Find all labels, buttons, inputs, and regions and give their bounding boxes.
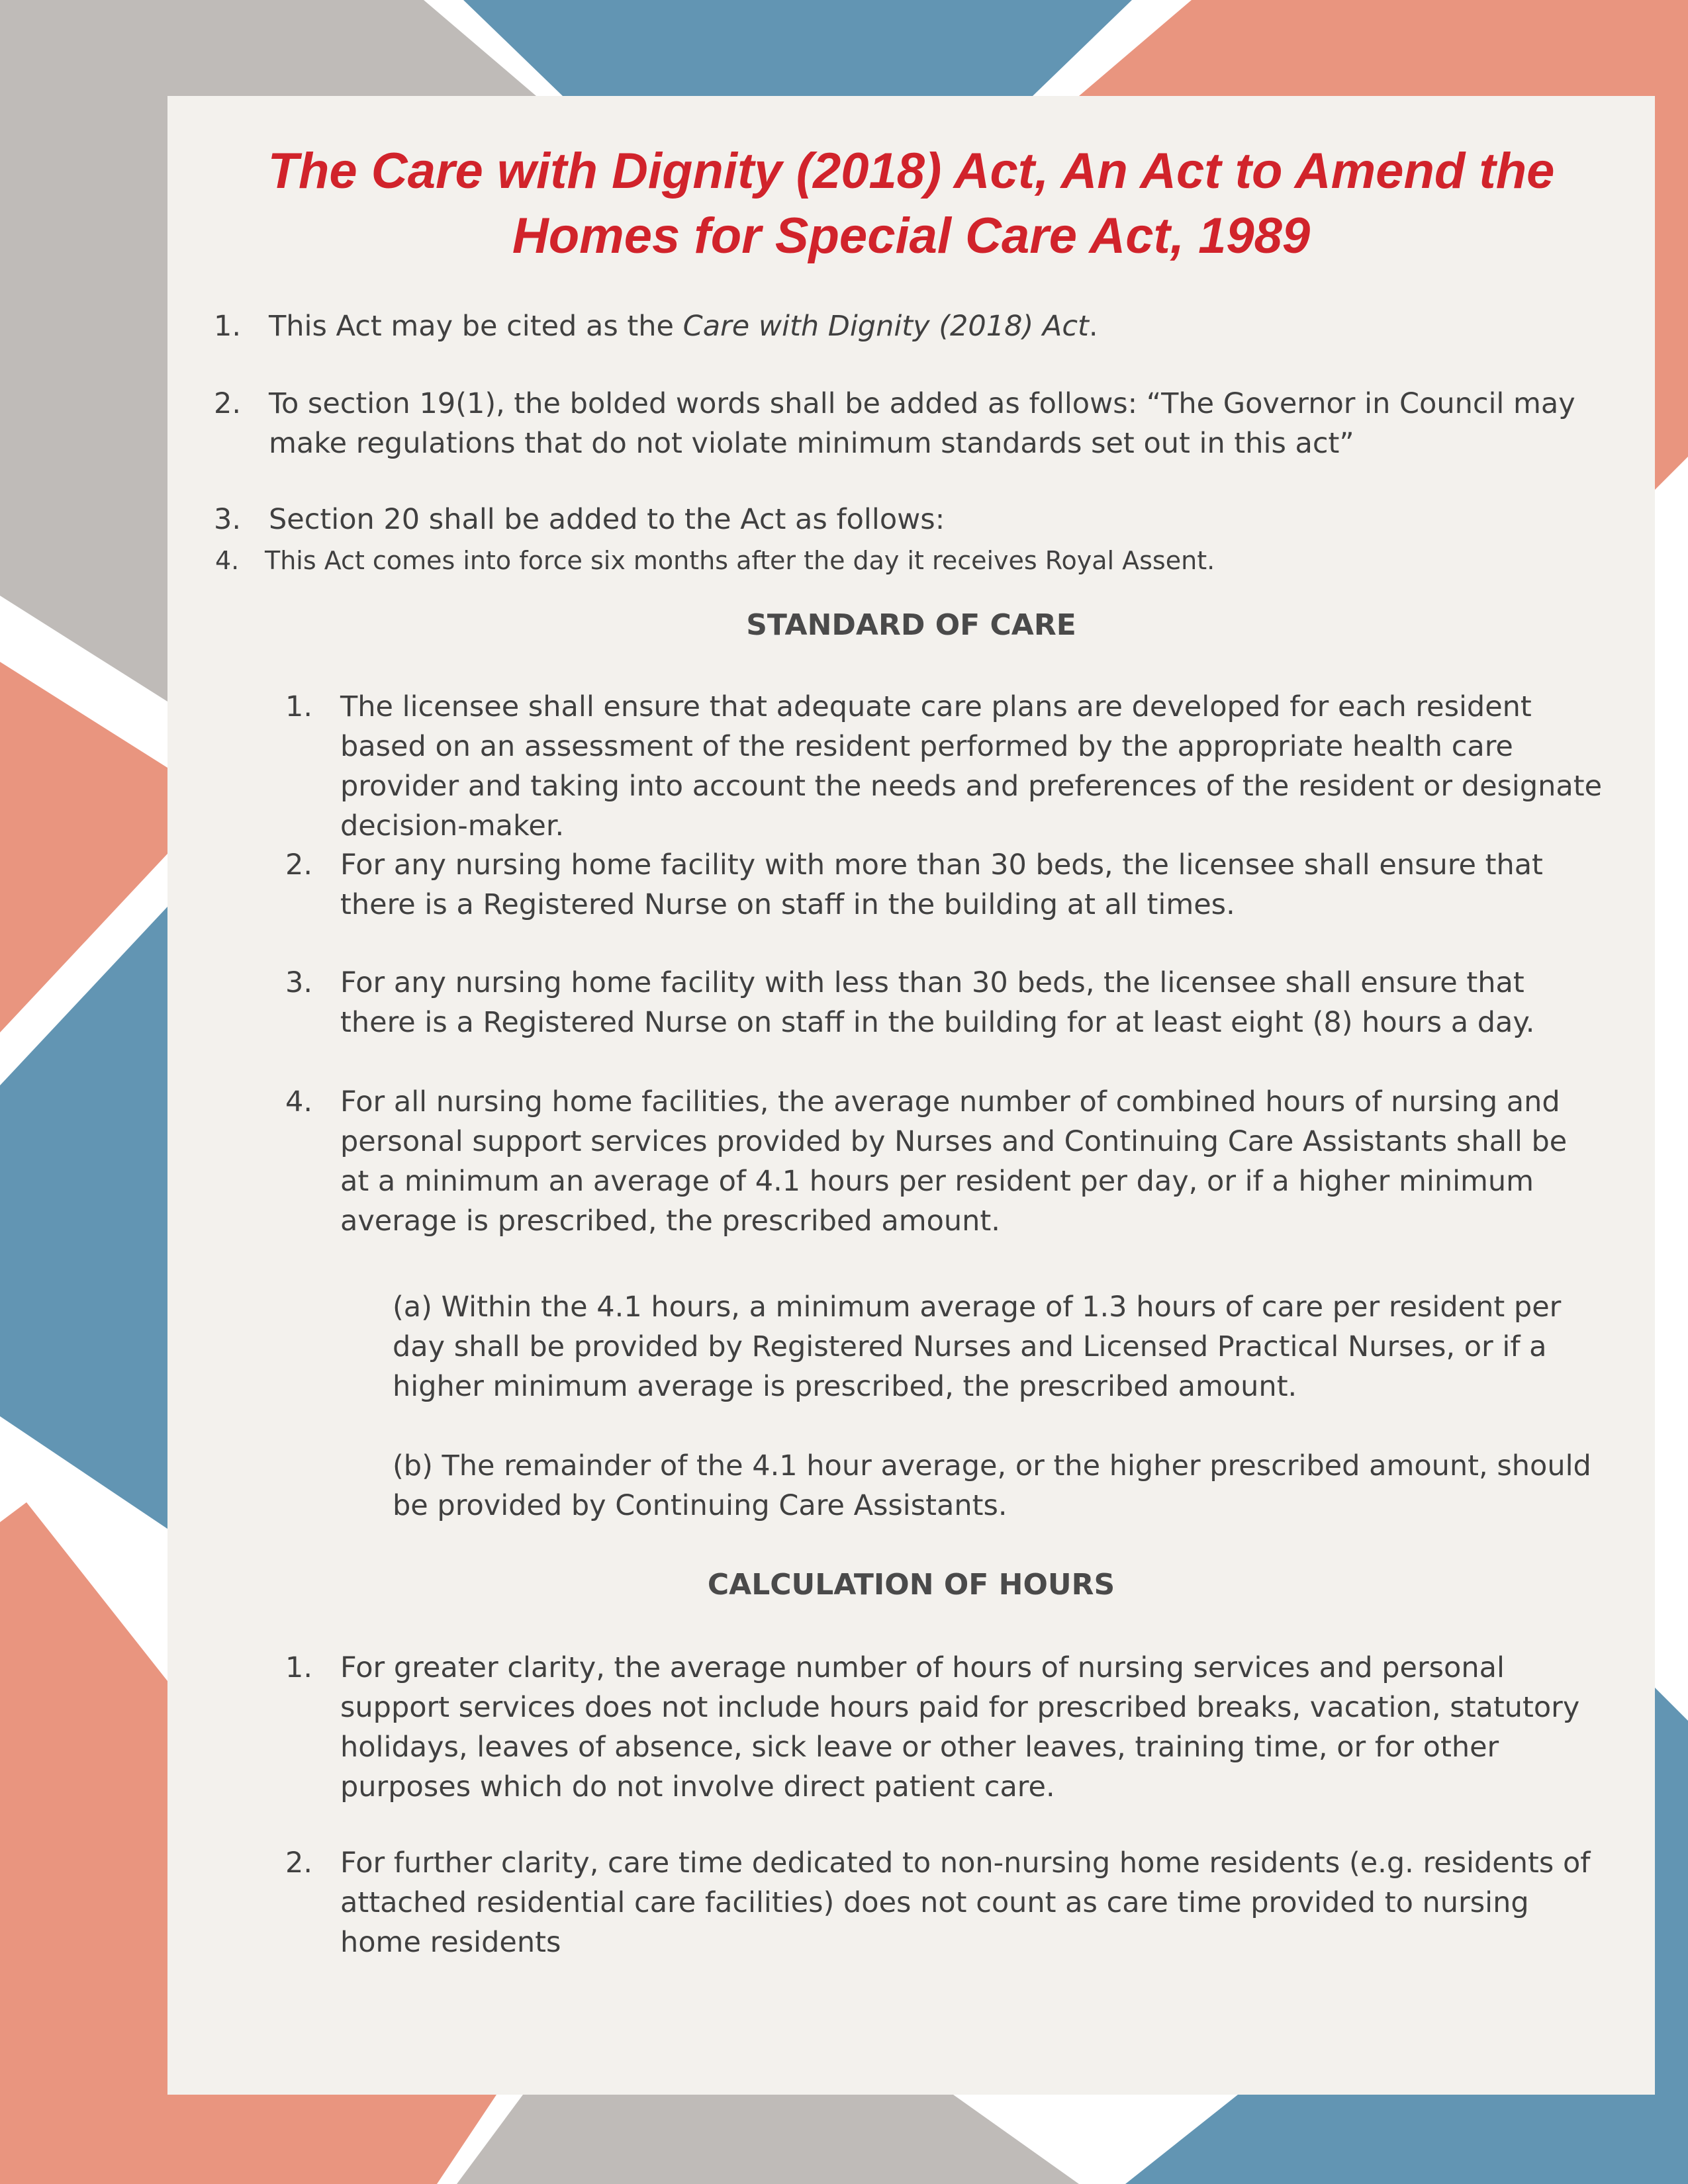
item-text: For any nursing home facility with less than 30 beds, the licensee shall ensure that there is a Registered Nurse on staff in the building for at least eight (8) hours a day.: [340, 966, 1535, 1039]
intro-clause-1: [214, 306, 1604, 346]
intro-clause-4: [215, 544, 1605, 577]
blue-shape-top: [463, 0, 1132, 96]
clause-number: 2.: [214, 387, 242, 420]
clause-number: 4.: [215, 546, 240, 575]
standard-item-2: [285, 845, 1603, 925]
title-line-2: Homes for Special Care Act, 1989: [512, 208, 1311, 264]
sub-item-text: (a) Within the 4.1 hours, a minimum average of 1.3 hours of care per resident per day shall be provided by Registered Nurses and Licensed Practical Nurses, or if a higher minimum average is prescribed, the prescribed amount.: [393, 1291, 1562, 1403]
clause-text: Section 20 shall be added to the Act as follows:: [269, 503, 945, 536]
standard-item-4: [285, 1082, 1603, 1241]
sub-item-text: (b) The remainder of the 4.1 hour average, or the higher prescribed amount, should be provided by Continuing Care Assistants.: [393, 1449, 1591, 1522]
intro-clause-2: [214, 384, 1617, 463]
item-text: For further clarity, care time dedicated to non-nursing home residents (e.g. residents of attached residential care facilities) does not count as care time provided to nursing home residents: [340, 1846, 1591, 1959]
calculation-of-hours-heading: CALCULATION OF HOURS: [707, 1568, 1115, 1602]
item-number: 1.: [285, 690, 313, 723]
item-text: The licensee shall ensure that adequate care plans are developed for each resident based on an assessment of the resident performed by the appropriate health care provider and taking into account the needs and preferences of the resident or designate decision-maker.: [340, 690, 1603, 842]
standard-sub-item-b: [393, 1446, 1604, 1525]
item-number: 2.: [285, 848, 313, 882]
title-line-1: The Care with Dignity (2018) Act, An Act to Amend the: [267, 143, 1555, 199]
standard-of-care-heading: STANDARD OF CARE: [746, 608, 1076, 642]
clause-text: To section 19(1), the bolded words shall be added as follows: “The Governor in Council may make regulations that do not violate minimum standards set out in this act”: [269, 387, 1575, 460]
calculation-item-1: [285, 1648, 1603, 1807]
item-text: For greater clarity, the average number of hours of nursing services and personal support services does not include hours paid for prescribed breaks, vacation, statutory holidays, leaves of absence, sick leave or other leaves, training time, or for other purposes which do not involve direct patient care.: [340, 1651, 1580, 1803]
calculation-item-2: [285, 1843, 1603, 1962]
item-number: 4.: [285, 1085, 313, 1118]
standard-item-3: [285, 963, 1603, 1042]
document-title: [167, 139, 1655, 269]
clause-text: This Act comes into force six months after the day it receives Royal Assent.: [265, 546, 1215, 575]
intro-clause-3: [214, 500, 1604, 539]
standard-sub-item-a: [393, 1287, 1604, 1406]
item-text: For any nursing home facility with more than 30 beds, the licensee shall ensure that there is a Registered Nurse on staff in the building at all times.: [340, 848, 1543, 921]
standard-item-1: [285, 687, 1603, 846]
item-number: 2.: [285, 1846, 313, 1880]
item-number: 1.: [285, 1651, 313, 1684]
clause-text-end: .: [1088, 310, 1098, 343]
clause-number: 1.: [214, 310, 242, 343]
clause-number: 3.: [214, 503, 242, 536]
clause-text: This Act may be cited as the: [269, 310, 683, 343]
item-text: For all nursing home facilities, the average number of combined hours of nursing and personal support services provided by Nurses and Continuing Care Assistants shall be at a minimum an average of 4.1 hours per resident per day, or if a higher minimum average is prescribed, the prescribed amount.: [340, 1085, 1568, 1238]
item-number: 3.: [285, 966, 313, 999]
act-title-italic: Care with Dignity (2018) Act: [682, 310, 1089, 343]
document-card: [167, 96, 1655, 2095]
